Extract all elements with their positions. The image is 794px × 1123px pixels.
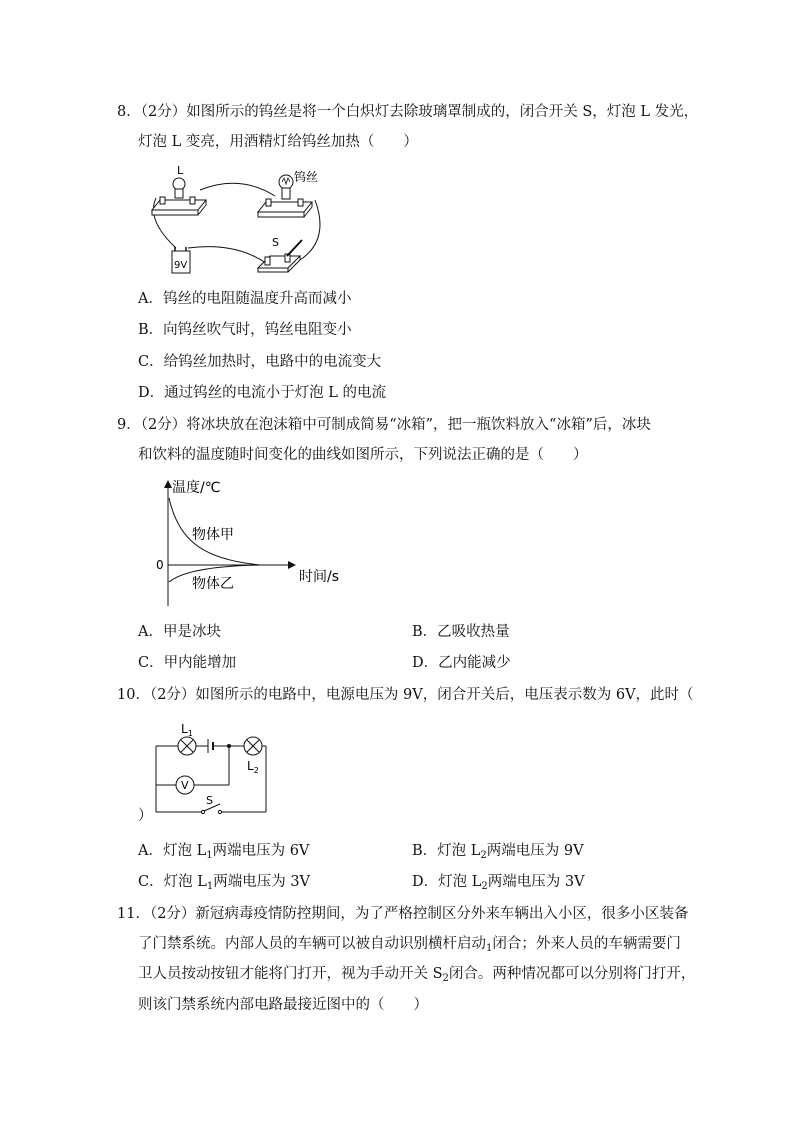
question-11-line-3: 卫人员按动按钮才能将门打开，视为手动开关 $S_2$闭合。两种情况都可以分别将门打开，	[138, 966, 696, 984]
curve-yi-label: 物体乙	[192, 576, 234, 592]
question-8-option-d[interactable]: D．通过钨丝的电流小于灯泡 L 的电流	[138, 385, 386, 401]
question-8-stem: （2分）如图所示的钨丝是将一个白炽灯去除玻璃罩制成的，闭合开关 S，灯泡 L 发光，	[140, 104, 699, 120]
question-9-stem: （2分）将冰块放在泡沫箱中可制成简易“冰箱”，把一瓶饮料放入“冰箱”后，冰块	[140, 417, 651, 433]
question-9-line-2: 和饮料的温度随时间变化的曲线如图所示，下列说法正确的是（ ）	[138, 447, 588, 463]
question-8-circuit-figure	[140, 160, 340, 285]
question-9-option-d[interactable]: D．乙内能减少	[412, 655, 511, 671]
question-10-option-b[interactable]: B．灯泡 $L_2$两端电压为 9V	[412, 843, 584, 861]
l1-label: $L_1$	[181, 722, 193, 738]
question-10-stem: （2分）如图所示的电路中，电源电压为 9V，闭合开关后，电压表示数为 6V，此时（	[149, 687, 694, 703]
question-8-option-c[interactable]: C．给钨丝加热时，电路中的电流变大	[138, 354, 382, 370]
question-8-option-a[interactable]: A．钨丝的电阻随温度升高而减小	[138, 291, 352, 307]
question-9-option-a[interactable]: A．甲是冰块	[138, 624, 221, 640]
question-10-line-1	[117, 685, 694, 705]
question-9-option-b[interactable]: B．乙吸收热量	[412, 624, 510, 640]
graph-x-axis-label: 时间/s	[299, 569, 340, 585]
question-10-option-c[interactable]: C．灯泡 $L_1$两端电压为 3V	[138, 874, 311, 892]
question-9-option-c[interactable]: C．甲内能增加	[138, 655, 237, 671]
question-9-line-1	[117, 415, 651, 435]
tungsten-wire-label: 钨丝	[294, 170, 319, 184]
question-8-line-1	[117, 102, 698, 122]
switch-label: S	[206, 794, 213, 807]
question-10-option-d[interactable]: D．灯泡 $L_2$两端电压为 3V	[412, 874, 585, 892]
question-8-option-b[interactable]: B．向钨丝吹气时，钨丝电阻变小	[138, 322, 352, 338]
voltmeter-label: V	[181, 779, 189, 792]
graph-y-axis-label: 温度/℃	[172, 480, 221, 496]
graph-origin-label: 0	[156, 558, 164, 572]
question-11-stem: （2分）新冠病毒疫情防控期间，为了严格控制区分外来车辆出入小区，很多小区装备	[149, 906, 689, 922]
question-11-line-1	[117, 904, 688, 924]
question-9-number: 9．	[117, 417, 141, 433]
curve-jia-label: 物体甲	[192, 527, 234, 543]
switch-S-label: S	[272, 236, 279, 249]
question-9-temperature-graph	[150, 478, 360, 610]
question-10-number: 10．	[117, 687, 150, 703]
question-11-line-2: 了门禁系统。内部人员的车辆可以被自动识别横杆启动$_1$闭合；外来人员的车辆需要门	[138, 936, 681, 954]
question-10-closing-paren: ）	[138, 808, 153, 824]
question-8-number: 8．	[117, 104, 141, 120]
question-10-circuit-figure	[150, 718, 275, 818]
question-10-option-a[interactable]: A．灯泡 $L_1$两端电压为 6V	[138, 843, 310, 861]
question-11-line-4: 则该门禁系统内部电路最接近图中的（ ）	[138, 997, 428, 1013]
lamp-L-label: L	[177, 164, 184, 177]
battery-9v-label: 9V	[174, 260, 188, 271]
question-8-line-2: 灯泡 L 变亮，用酒精灯给钨丝加热（ ）	[138, 134, 418, 150]
question-11-number: 11．	[117, 906, 150, 922]
l2-label: $L_2$	[247, 759, 259, 775]
